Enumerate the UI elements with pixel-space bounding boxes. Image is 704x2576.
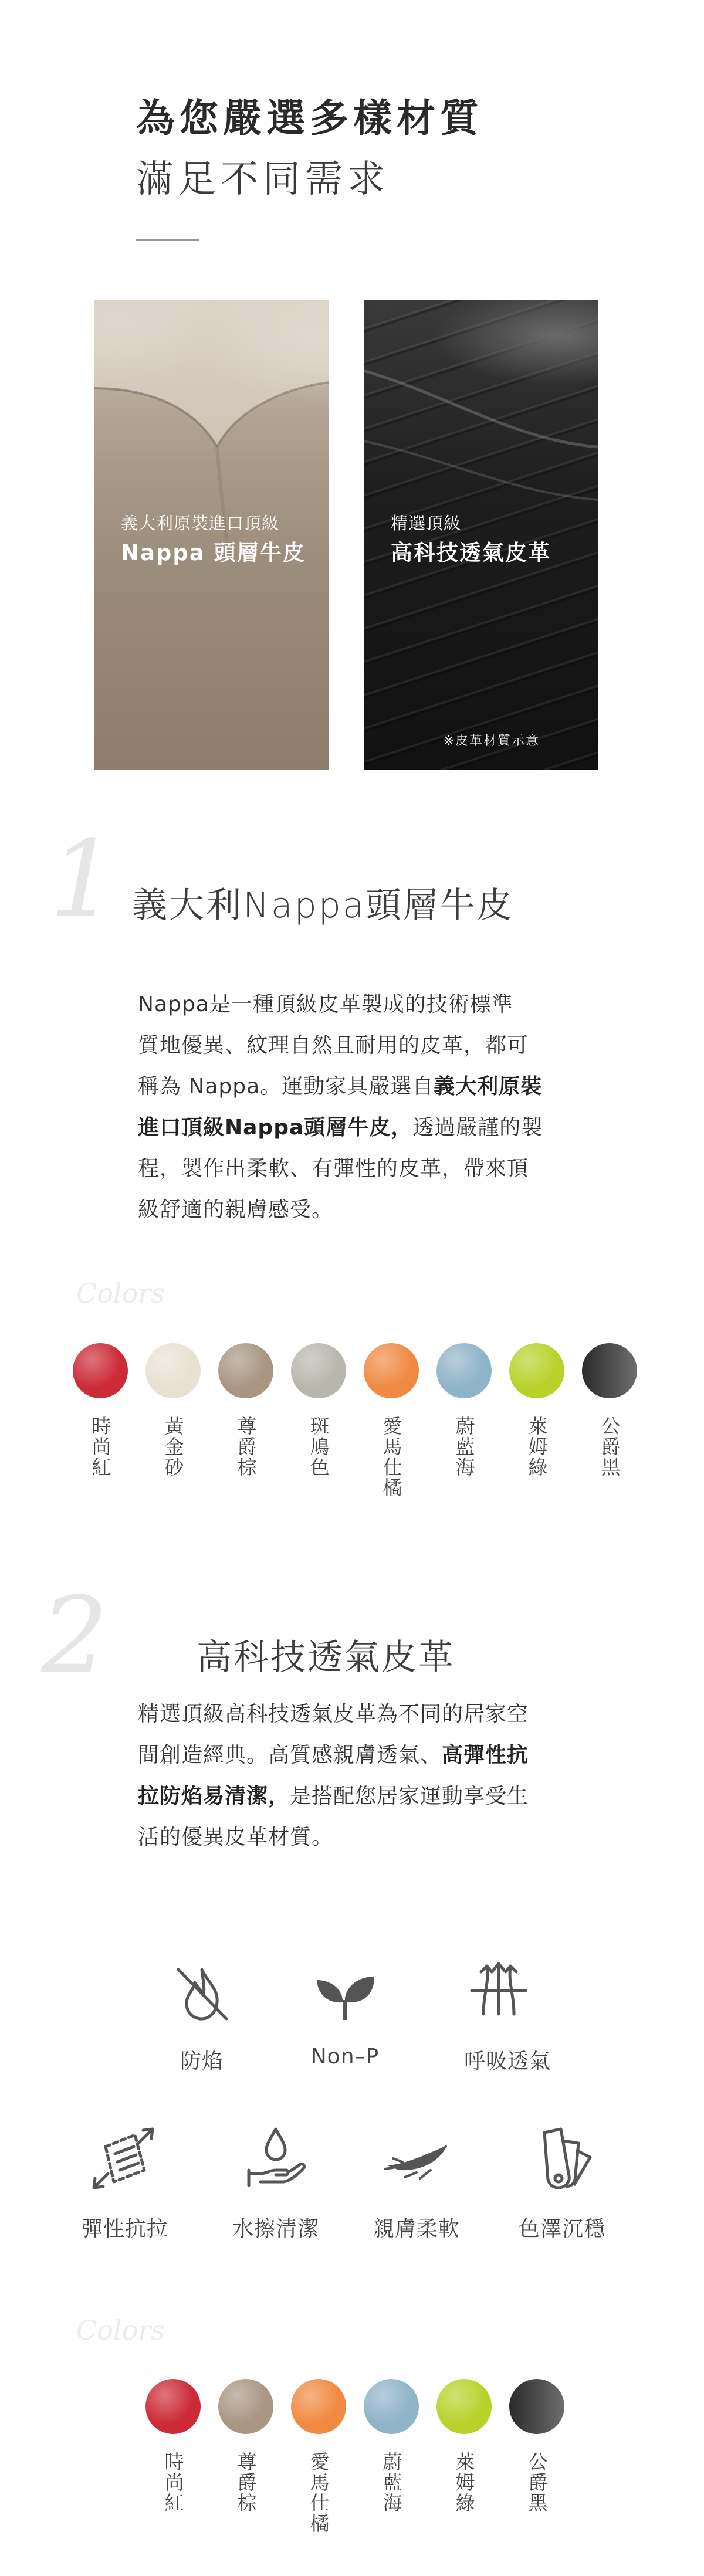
color-swatch bbox=[145, 1343, 201, 1398]
no-fire-icon bbox=[167, 1959, 237, 2029]
color-name: 尊爵棕 bbox=[234, 1416, 258, 1477]
color-swatch-icon bbox=[528, 2123, 598, 2194]
description-line: 進口頂級Nappa頭層牛皮，透過嚴謹的製 bbox=[138, 1116, 543, 1140]
color-swatch bbox=[436, 2379, 492, 2434]
color-swatch bbox=[436, 1343, 492, 1398]
feature-label: 彈性抗拉 bbox=[81, 2217, 168, 2241]
color-swatch bbox=[218, 2379, 273, 2434]
stretch-icon bbox=[88, 2123, 158, 2194]
description-line: 稱為 Nappa。運動家具嚴選自義大利原裝 bbox=[138, 1075, 543, 1099]
color-swatch bbox=[218, 1343, 273, 1398]
colors-label: Colors bbox=[76, 2314, 165, 2346]
feature-label: 親膚柔軟 bbox=[373, 2217, 460, 2241]
description-line: 間創造經典。高質感親膚透氣、高彈性抗 bbox=[138, 1743, 529, 1767]
description-line: 精選頂級高科技透氣皮革為不同的居家空 bbox=[138, 1702, 529, 1726]
feature-label: 防焰 bbox=[180, 2049, 224, 2073]
section-description bbox=[138, 984, 584, 1231]
description-line: 程，製作出柔軟、有彈性的皮革，帶來頂 bbox=[138, 1157, 529, 1181]
section-number: 1 bbox=[49, 818, 117, 941]
color-name: 公爵黑 bbox=[598, 1416, 621, 1477]
description-line: 質地優異、紋理自然且耐用的皮革，都可 bbox=[138, 1033, 529, 1057]
title-divider bbox=[136, 239, 199, 241]
leaf-icon bbox=[310, 1959, 380, 2029]
feather-icon bbox=[381, 2123, 452, 2194]
page-title: 為您嚴選多樣材質 bbox=[136, 96, 483, 141]
photo-caption-title: 高科技透氣皮革 bbox=[391, 540, 551, 565]
page-subtitle: 滿足不同需求 bbox=[136, 158, 390, 201]
section-title: 高科技透氣皮革 bbox=[197, 1637, 455, 1678]
color-name: 公爵黑 bbox=[525, 2452, 549, 2513]
nappa-leather-photo bbox=[94, 300, 329, 770]
photo-caption-small: 精選頂級 bbox=[391, 513, 462, 533]
color-swatch bbox=[364, 1343, 419, 1398]
color-name: 愛馬仕橘 bbox=[307, 2452, 330, 2534]
description-line: 級舒適的親膚感受。 bbox=[138, 1198, 334, 1222]
description-line: 活的優異皮革材質。 bbox=[138, 1825, 334, 1849]
colors-label: Colors bbox=[76, 1277, 165, 1309]
feature-label: Non–P bbox=[310, 2045, 380, 2069]
feature-label: 色澤沉穩 bbox=[518, 2217, 605, 2241]
color-swatch bbox=[509, 2379, 564, 2434]
section-number: 2 bbox=[41, 1575, 109, 1697]
feature-label: 水擦清潔 bbox=[232, 2217, 319, 2241]
section-title: 義大利Nappa頭層牛皮 bbox=[132, 885, 514, 926]
color-name: 尊爵棕 bbox=[234, 2452, 258, 2513]
description-line: 拉防焰易清潔，是搭配您居家運動享受生 bbox=[138, 1784, 529, 1808]
photo-caption-small: 義大利原裝進口頂級 bbox=[121, 513, 280, 533]
color-swatch bbox=[73, 1343, 128, 1398]
color-swatch bbox=[291, 2379, 346, 2434]
color-swatch bbox=[582, 1343, 637, 1398]
color-swatch bbox=[509, 1343, 564, 1398]
color-name: 萊姆綠 bbox=[525, 1416, 549, 1477]
color-name: 蔚藍海 bbox=[380, 2452, 403, 2513]
color-name: 愛馬仕橘 bbox=[380, 1416, 403, 1498]
color-name: 蔚藍海 bbox=[452, 1416, 476, 1477]
feature-label: 呼吸透氣 bbox=[463, 2049, 551, 2073]
section-description bbox=[138, 1694, 584, 1858]
color-name: 時尚紅 bbox=[161, 2452, 185, 2513]
color-name: 斑鳩色 bbox=[307, 1416, 330, 1477]
color-swatch bbox=[291, 1343, 346, 1398]
breathable-icon bbox=[463, 1953, 534, 2023]
color-swatch bbox=[364, 2379, 419, 2434]
water-drop-hand-icon bbox=[241, 2123, 311, 2194]
color-name: 萊姆綠 bbox=[452, 2452, 476, 2513]
photo-caption-title: Nappa 頭層牛皮 bbox=[121, 540, 306, 565]
color-name: 時尚紅 bbox=[89, 1416, 112, 1477]
breathable-leather-photo bbox=[364, 300, 598, 770]
color-swatch bbox=[145, 2379, 201, 2434]
photo-note: ※皮革材質示意 bbox=[443, 734, 540, 748]
description-line: Nappa是一種頂級皮革製成的技術標準 bbox=[138, 992, 513, 1016]
color-name: 黃金砂 bbox=[161, 1416, 185, 1477]
